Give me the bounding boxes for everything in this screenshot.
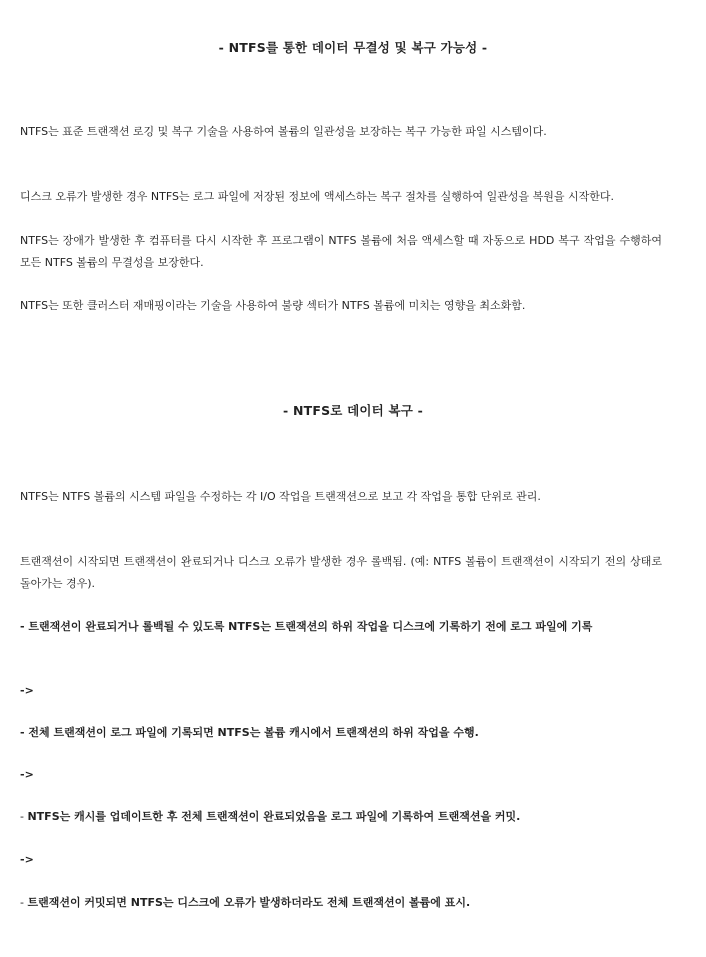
paragraph-auto-recovery: NTFS는 장애가 발생한 후 컴퓨터를 다시 시작한 후 프로그램이 NTFS 볼륨에 처음 액세스할 때 자동으로 HDD 복구 작업을 수행하여 모든 NTFS 볼륨의 무결성을 보장한다. bbox=[20, 234, 662, 269]
arrow-1: -> bbox=[20, 684, 34, 697]
step-committed-text: 트랜잭션이 커밋되면 NTFS는 디스크에 오류가 발생하더라도 전체 트랜잭션이 볼륨에 표시. bbox=[27, 896, 471, 909]
paragraph-recoverable-fs: NTFS는 표준 트랜잭션 로깅 및 복구 기술을 사용하여 볼륨의 일관성을 보장하는 복구 가능한 파일 시스템이다. bbox=[20, 125, 547, 138]
section-title-data-recovery: - NTFS로 데이터 복구 - bbox=[283, 403, 423, 418]
section-title-integrity: - NTFS를 통한 데이터 무결성 및 복구 가능성 - bbox=[218, 40, 488, 55]
paragraph-disk-error-recovery: 디스크 오류가 발생한 경우 NTFS는 로그 파일에 저장된 정보에 액세스하는 복구 절차를 실행하여 일관성을 복원을 시작한다. bbox=[20, 190, 615, 203]
paragraph-rollback: 트랜잭션이 시작되면 트랜잭션이 완료되거나 디스크 오류가 발생한 경우 롤백됨. (예: NTFS 볼륨이 트랜잭션이 시작되기 전의 상태로 돌아가는 경우). bbox=[20, 555, 662, 590]
step-commit-text: NTFS는 캐시를 업데이트한 후 전체 트랜잭션이 완료되었음을 로그 파일에 기록하여 트랜잭션을 커밋. bbox=[27, 810, 521, 823]
step-log-subtasks: - 트랜잭션이 완료되거나 롤백될 수 있도록 NTFS는 트랜잭션의 하위 작업을 디스크에 기록하기 전에 로그 파일에 기록 bbox=[20, 620, 593, 633]
paragraph-cluster-remapping: NTFS는 또한 클러스터 재매핑이라는 기술을 사용하여 불량 섹터가 NTFS 볼륨에 미치는 영향을 최소화함. bbox=[20, 299, 526, 312]
step-committed-dash: - bbox=[20, 896, 28, 909]
step-commit-dash: - bbox=[20, 810, 28, 823]
step-perform-in-cache: - 전체 트랜잭션이 로그 파일에 기록되면 NTFS는 볼륨 캐시에서 트랜잭션의 하위 작업을 수행. bbox=[20, 726, 479, 739]
paragraph-io-transaction: NTFS는 NTFS 볼륨의 시스템 파일을 수정하는 각 I/O 작업을 트랜잭션으로 보고 각 작업을 통합 단위로 관리. bbox=[20, 490, 541, 503]
arrow-3: -> bbox=[20, 853, 34, 866]
step-commit bbox=[20, 806, 680, 828]
arrow-2: -> bbox=[20, 768, 34, 781]
step-committed bbox=[20, 892, 680, 914]
